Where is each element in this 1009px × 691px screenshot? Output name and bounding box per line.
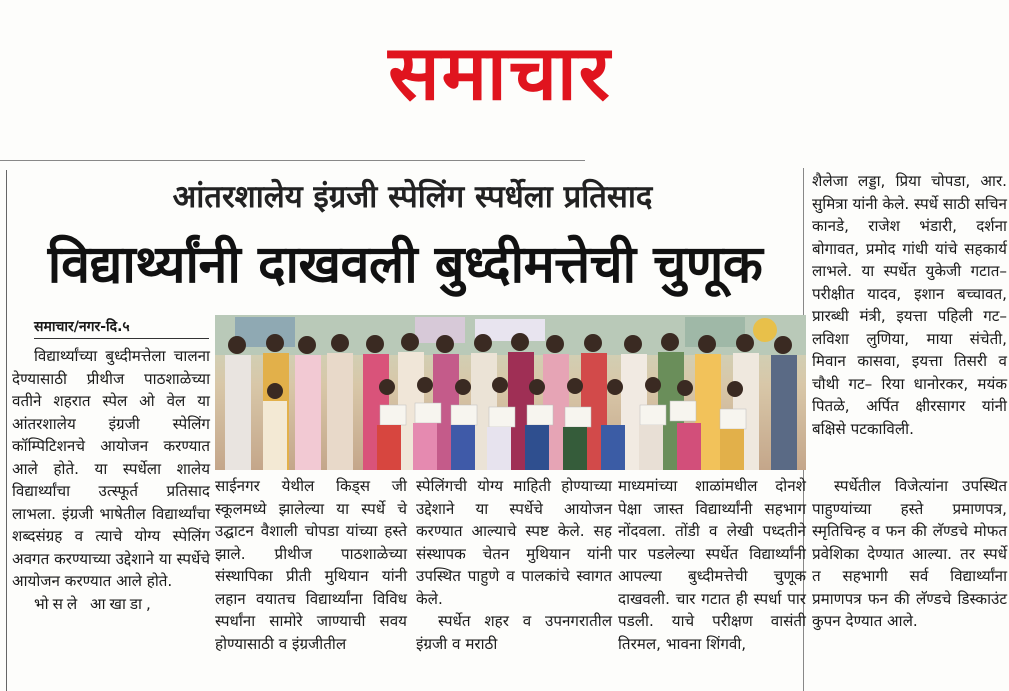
col3-paragraph-2: स्पर्धेत शहर व उपनगरातील इंग्रजी व मराठी (416, 612, 612, 653)
col4-paragraph-1: माध्यमांच्या शाळांमधील दोनशे पेक्षा जास्त विद्यार्थ्यांनी सहभाग नोंदवला. तोंडी व लेखी पध्दतीने पार पडलेल्या स्पर्धेत विद्यार्थ्यांनी आपल्या बुध्दीमत्तेची चुणूक दाखवली. चार गटात ही स्पर्धा पार पडली. याचे परीक्षण वासंती तिरमल, भावना शिंगवी, (618, 477, 806, 653)
group-photo-icon (215, 315, 806, 470)
headline: विद्यार्थ्यांनी दाखवली बुध्दीमत्तेची चुणूक (47, 235, 763, 295)
article-column-5 (812, 170, 1007, 440)
top-rule (0, 160, 585, 161)
col1-paragraph-2: भोसले आखाडा, (34, 594, 155, 613)
col1-paragraph-1: विद्यार्थ्यांच्या बुध्दीमत्तेला चालना देण्यासाठी प्रीथीज पाठशाळेच्या वतीने शहरात स्पेल ओ वेल या आंतरशालेय इंग्रजी स्पेलिंग कॉम्पिटिशनचे आयोजन करण्यात आले होते. या स्पर्धेला शालेय विद्यार्थ्यांचा उत्स्फूर्त प्रतिसाद लाभला. इंग्रजी भाषेतील विद्यार्थ्यांचा शब्दसंग्रह व त्याचे योग्य स्पेलिंग अवगत करण्याच्या उद्देशाने या स्पर्धेचे आयोजन करण्यात आले होते. (12, 347, 210, 590)
col2-paragraph-1: साईनगर येथील किड्स जी स्कूलमध्ये झालेल्या या स्पर्धे चे उद्घाटन वैशाली चोपडा यांच्या हस्ते झाले. प्रीथीज पाठशाळेच्या संस्थापिका प्रीती मुथियान यांनी लहान वयातच विद्यार्थ्यांना विविध स्पर्धांना सामोरे जाण्याची सवय होण्यासाठी व इंग्रजीतील (215, 477, 407, 653)
group-photo (215, 315, 806, 470)
article-column-4 (618, 475, 806, 655)
masthead-logo: समाचार (388, 28, 612, 117)
article-column-1 (12, 345, 210, 615)
left-column-rule (6, 170, 7, 691)
article-column-3 (416, 475, 612, 655)
col5-paragraph-1: शैलेजा लड्डा, प्रिया चोपडा, आर. सुमित्रा यांनी केले. स्पर्धे साठी सचिन कानडे, राजेश भंडारी, दर्शना बोगावत, प्रमोद गांधी यांचे सहकार्य लाभले. या स्पर्धेत युकेजी गटात– परीक्षीत यादव, इशान बच्चावत, प्रारब्धी मंत्री, इयत्ता पहिली गट– लविशा लुणिया, माया संचेती, मिवान कासवा, इयत्ता तिसरी व चौथी गट– रिया धानोरकर, मयंक पितळे, अर्पित क्षीरसागर यांनी बक्षिसे पटकाविली. (812, 172, 1007, 438)
dateline: समाचार/नगर-दि.५ (34, 316, 209, 339)
col5-paragraph-2: स्पर्धेतील विजेत्यांना उपस्थित पाहुण्यांच्या हस्ते प्रमाणपत्र, स्मृतिचिन्ह व फन की लॅण्डचे मोफत प्रवेशिका देण्यात आल्या. तर स्पर्धे त सहभागी सर्व विद्यार्थ्यांना प्रमाणपत्र फन की लॅण्डचे डिस्काउंट कुपन देण्यात आले. (812, 477, 1007, 630)
col3-paragraph-1: स्पेलिंगची योग्य माहिती होण्याच्या उद्देशाने या स्पर्धेचे आयोजन करण्यात आल्याचे स्पष्ट केले. सह संस्थापक चेतन मुथियान यांनी उपस्थित पाहुणे व पालकांचे स्वागत केले. (416, 477, 612, 608)
subheadline: आंतरशालेय इंग्रजी स्पेलिंग स्पर्धेला प्रतिसाद (172, 179, 653, 215)
article-column-5-bottom (812, 475, 1007, 633)
article-column-2 (215, 475, 407, 655)
